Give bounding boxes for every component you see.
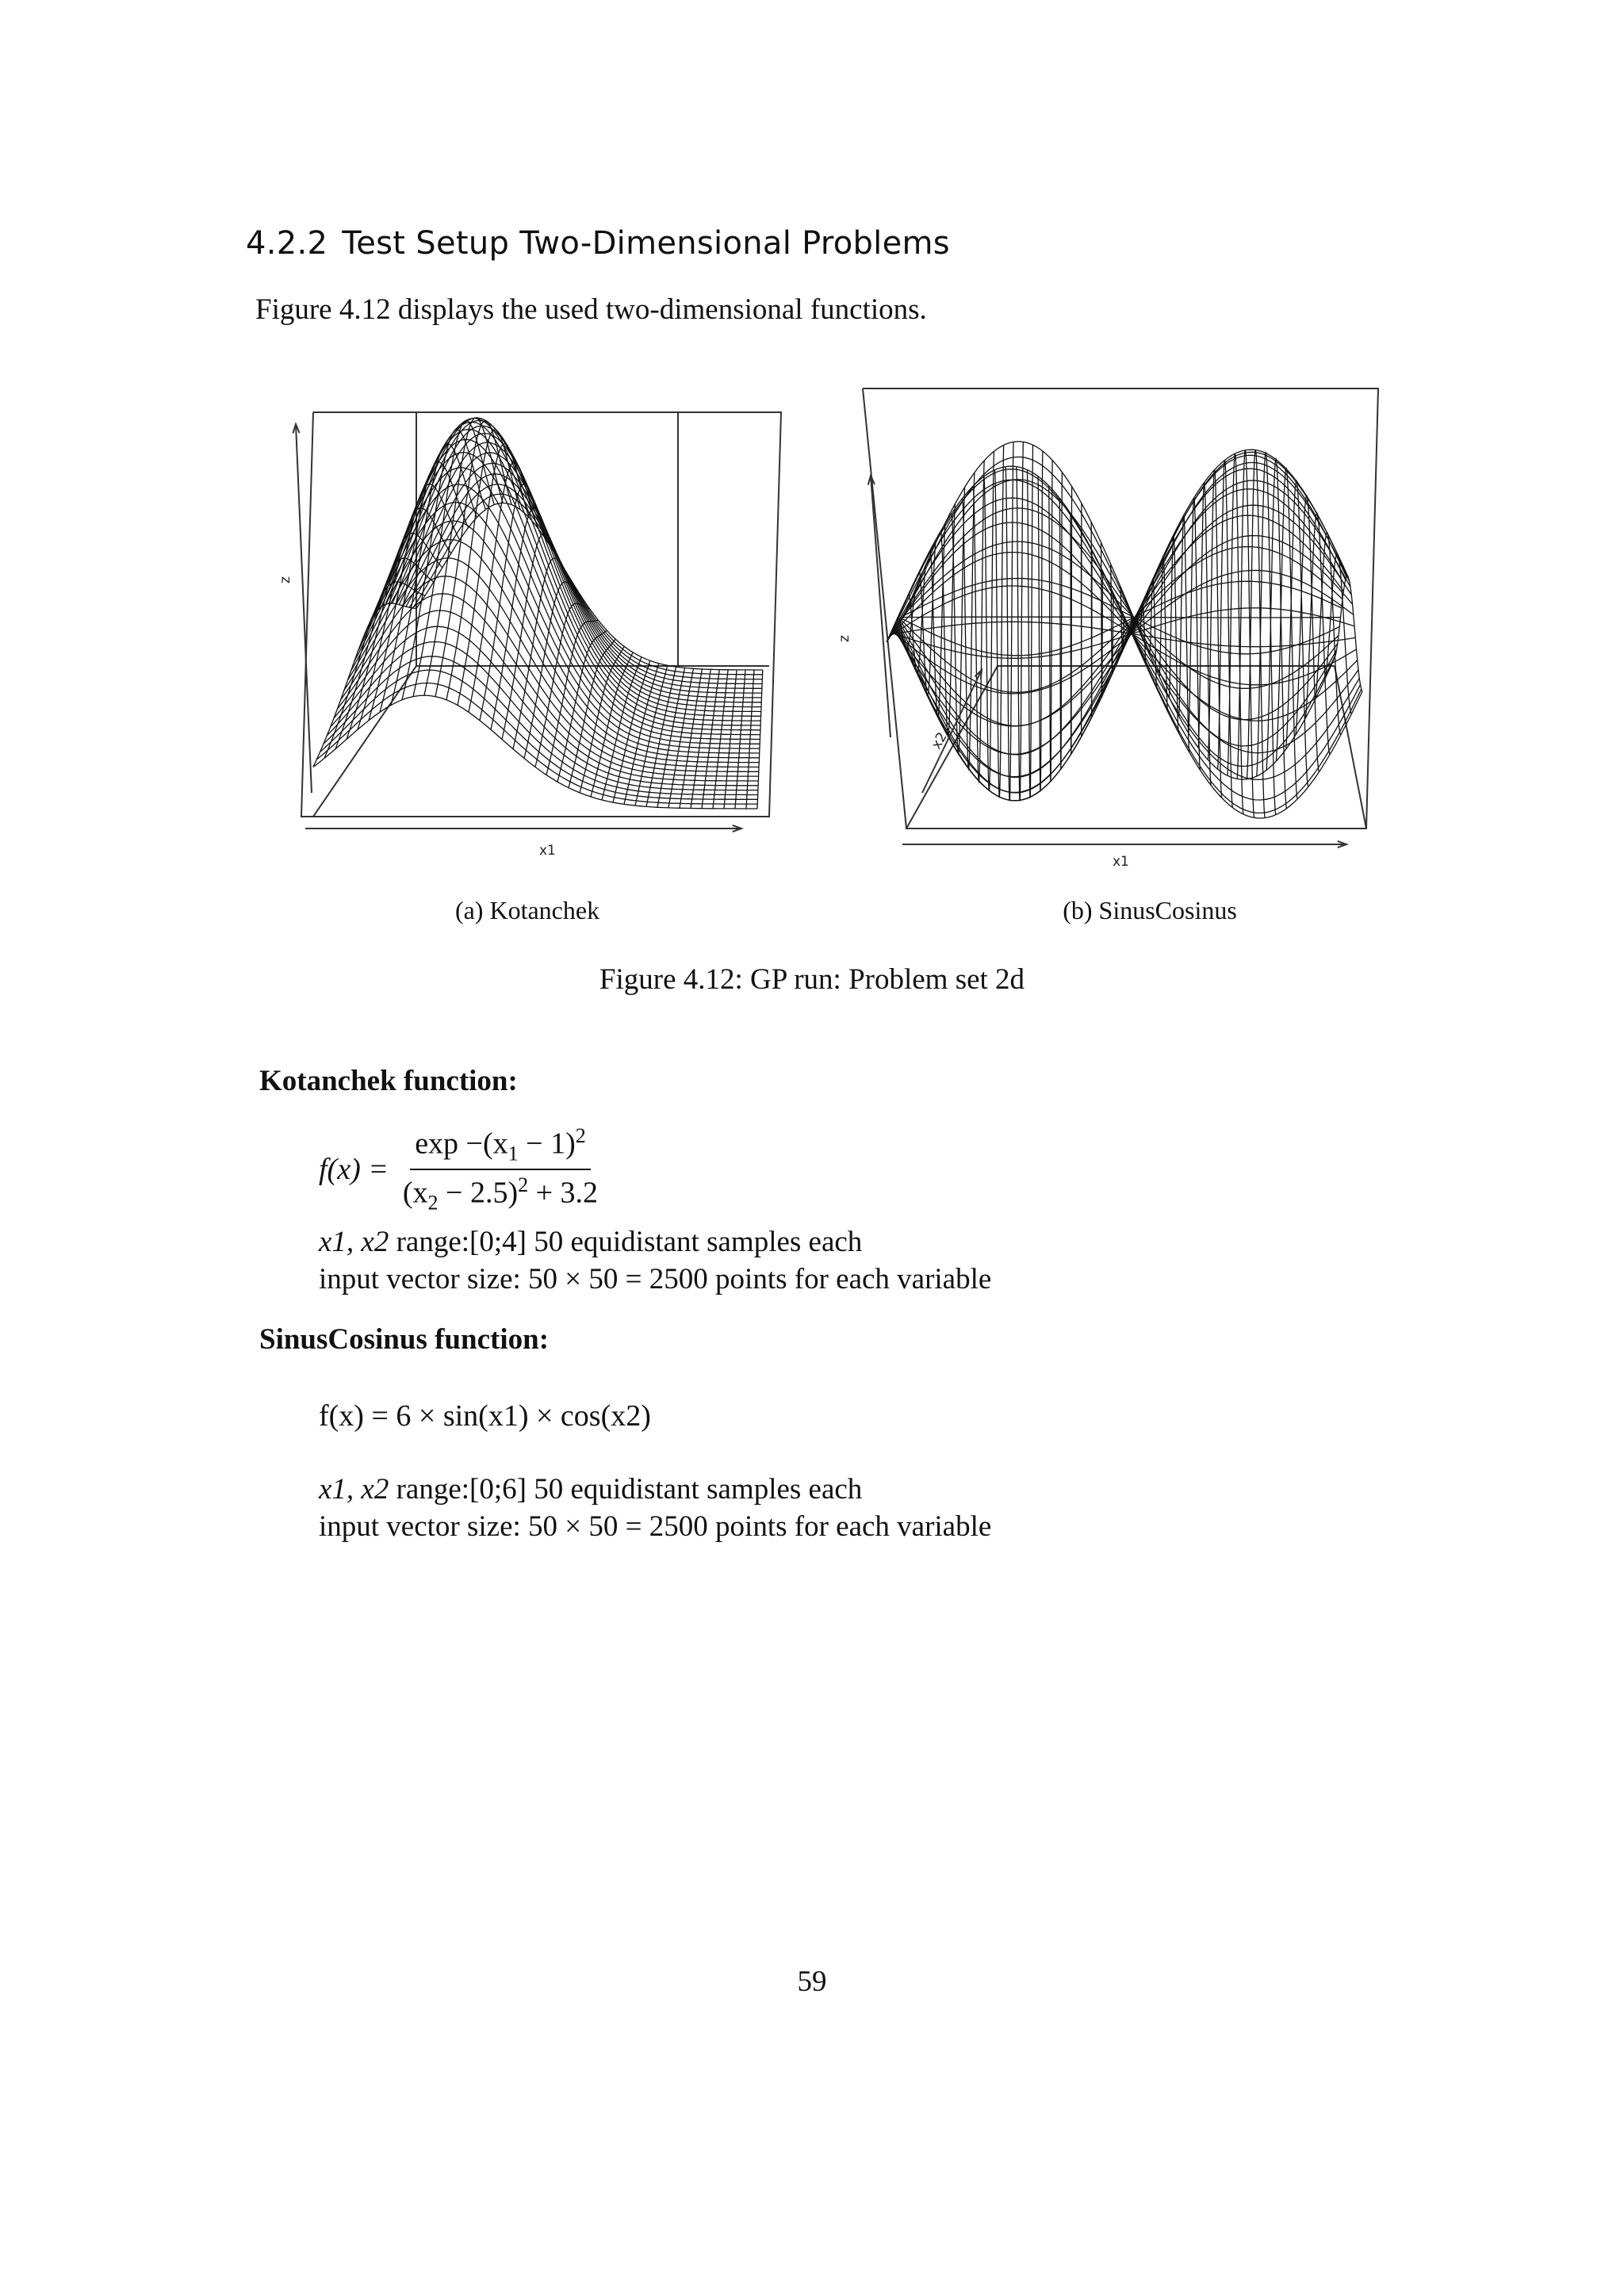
kotanchek-denominator [398, 1170, 603, 1215]
a-box-floor-left [313, 666, 416, 817]
section-number: 4.2.2 [246, 225, 328, 262]
kotanchek-range-vars: x1, x2 [319, 1226, 389, 1258]
kotanchek-lhs [319, 1152, 389, 1187]
b-mesh-line [1038, 451, 1043, 792]
denominator-tail: + 3.2 [528, 1176, 599, 1210]
figure-sinuscosinus [839, 381, 1394, 880]
sinuscosinus-range-text: range:[0;6] 50 equidistant samples each [389, 1473, 863, 1506]
sinuscosinus-heading: SinusCosinus function: [259, 1323, 550, 1356]
kotanchek-heading: Kotanchek function: [259, 1065, 518, 1097]
kotanchek-numerator [410, 1124, 591, 1170]
b-mesh-line [1071, 487, 1072, 755]
intro-paragraph: Figure 4.12 displays the used two-dimensional functions. [255, 293, 927, 326]
sinuscosinus-x1-label: x1 [1113, 854, 1129, 870]
figure-kotanchek [278, 396, 797, 872]
numerator-sub: 1 [508, 1142, 519, 1165]
numerator-sup: 2 [575, 1124, 586, 1147]
a-mesh-line [389, 426, 761, 707]
a-mesh-line [316, 683, 757, 805]
a-mesh-line [406, 474, 762, 684]
denominator-text: (x [402, 1176, 428, 1210]
figure-caption: Figure 4.12: GP run: Problem set 2d [599, 963, 1025, 996]
sinuscosinus-range [319, 1471, 862, 1508]
b-mesh-line [902, 617, 1341, 618]
numerator-text: exp −(x [415, 1127, 508, 1161]
a-mesh-line [399, 453, 761, 693]
sinuscosinus-z-label: z [837, 635, 852, 642]
denominator-rest: − 2.5) [438, 1176, 519, 1210]
sinuscosinus-surface-plot [839, 381, 1394, 880]
kotanchek-lhs-text: f(x) = [319, 1153, 389, 1187]
a-mesh-line [358, 484, 760, 748]
b-mesh-line [973, 461, 984, 782]
page-number: 59 [797, 1965, 827, 1998]
subcaption-a: (a) Kotanchek [454, 896, 600, 924]
kotanchek-range [319, 1224, 862, 1261]
kotanchek-surface-plot [278, 396, 797, 872]
sinuscosinus-x2-label: x2 [929, 729, 951, 752]
subcaption-b: (b) SinusCosinus [1063, 896, 1237, 924]
b-mesh-line [1276, 469, 1297, 799]
kotanchek-fraction [398, 1124, 603, 1215]
kotanchek-formula [319, 1124, 603, 1215]
sinuscosinus-input-size: input vector size: 50 × 50 = 2500 points for each variable [319, 1510, 992, 1543]
denominator-sub: 2 [427, 1191, 439, 1215]
b-mesh-line [1335, 576, 1362, 691]
b-mesh-line [952, 487, 965, 754]
b-mesh-line [1059, 472, 1062, 769]
a-mesh-line [385, 420, 761, 711]
a-mesh-line [403, 463, 762, 688]
denominator-sup: 2 [518, 1173, 529, 1197]
b-box-floor-left [906, 666, 998, 828]
b-mesh-line [1208, 470, 1222, 798]
numerator-rest: − 1) [518, 1127, 576, 1161]
b-z-axis [871, 476, 891, 737]
kotanchek-input-size: input vector size: 50 × 50 = 2500 points for each variable [319, 1263, 992, 1295]
b-mesh-line [1027, 445, 1032, 798]
sinuscosinus-range-vars: x1, x2 [319, 1473, 389, 1506]
section-title: Test Setup Two-Dimensional Problems [342, 225, 950, 262]
b-mesh-line [1049, 460, 1053, 782]
section-heading [246, 225, 950, 262]
kotanchek-z-label: z [278, 576, 293, 584]
a-mesh-line [396, 442, 761, 698]
kotanchek-range-text: range:[0;4] 50 equidistant samples each [389, 1226, 863, 1258]
sinuscosinus-formula: f(x) = 6 × sin(x1) × cos(x2) [319, 1399, 651, 1433]
kotanchek-x1-label: x1 [539, 843, 556, 859]
a-mesh-line [491, 508, 555, 730]
